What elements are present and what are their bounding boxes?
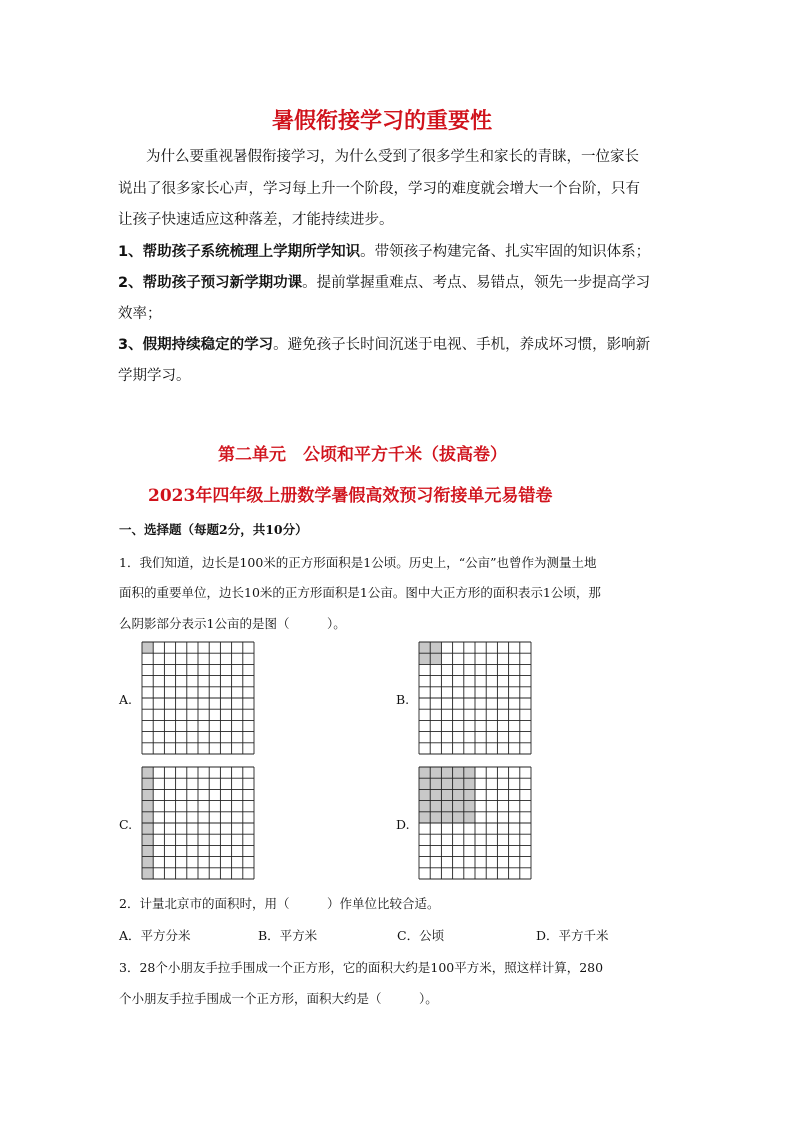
shaded-cell [441,789,452,800]
q3-line-1: 3．28个小朋友手拉手围成一个正方形，它的面积大约是100平方米，照这样计算，280 [119,960,604,975]
shaded-cell [419,812,430,823]
shaded-cell [142,789,153,800]
shaded-cell [441,767,452,778]
shaded-cell [142,767,153,778]
option-a-label: A. [119,692,133,707]
shaded-cell [419,778,430,789]
q2-line: 2．计量北京市的面积时，用（ ）作单位比较合适。 [119,896,440,911]
shaded-cell [464,767,475,778]
point-1-num: 1、 [118,244,143,260]
shaded-cell [419,642,430,653]
point-2 [118,271,650,292]
shaded-cell [430,812,441,823]
shaded-cell [419,653,430,664]
shaded-cell [142,857,153,868]
shaded-cell [430,653,441,664]
shaded-cell [419,767,430,778]
shaded-cell [142,642,153,653]
shaded-cell [453,778,464,789]
shaded-cell [430,778,441,789]
intro-line-3: 让孩子快速适应这种落差，才能持续进步。 [118,212,394,228]
intro-line-2: 说出了很多家长心声，学习每上升一个阶段，学习的难度就会增大一个台阶，只有 [118,181,640,197]
q1-line-3: 么阴影部分表示1公亩的是图（ ）。 [119,616,346,631]
shaded-cell [441,812,452,823]
grid-figure-b [418,641,532,755]
point-1 [118,240,650,261]
shaded-cell [142,801,153,812]
shaded-cell [441,778,452,789]
grid-figure-a [141,641,255,755]
shaded-cell [453,789,464,800]
grid-figure-c [141,766,255,880]
shaded-cell [430,767,441,778]
grid-figure-d [418,766,532,880]
point-1-rest: 。带领孩子构建完备、扎实牢固的知识体系； [360,244,651,260]
q2-option-c: C．公顷 [397,928,445,943]
option-d-label: D. [396,817,410,832]
intro-title: 暑假衔接学习的重要性 [272,109,493,134]
shaded-cell [453,801,464,812]
shaded-cell [142,823,153,834]
shaded-cell [142,778,153,789]
shaded-cell [419,789,430,800]
shaded-cell [142,834,153,845]
shaded-cell [453,767,464,778]
shaded-cell [430,642,441,653]
q2-option-b: B．平方米 [258,928,318,943]
shaded-cell [419,801,430,812]
shaded-cell [142,812,153,823]
option-b-label: B. [396,692,410,707]
shaded-cell [464,789,475,800]
section-heading: 一、选择题（每题2分，共10分） [119,522,308,537]
point-2-cont: 效率； [118,306,162,322]
point-2-bold: 帮助孩子预习新学期功课 [142,275,303,291]
option-c-label: C. [119,817,133,832]
q2-option-a: A．平方分米 [119,928,191,943]
shaded-cell [453,812,464,823]
shaded-cell [142,845,153,856]
point-2-rest: 。提前掌握重难点、考点、易错点，领先一步提高学习 [302,275,651,291]
point-3 [118,333,650,354]
q1-line-2: 面积的重要单位，边长10米的正方形面积是1公亩。图中大正方形的面积表示1公顷，那 [119,585,601,600]
point-2-num: 2、 [118,275,143,291]
shaded-cell [142,868,153,879]
exam-title-2: 2023年四年级上册数学暑假高效预习衔接单元易错卷 [148,486,553,506]
point-3-rest: 。避免孩子长时间沉迷于电视、手机，养成坏习惯，影响新 [273,337,651,353]
point-3-num: 3、 [118,337,143,353]
exam-title-1: 第二单元 公顷和平方千米（拔高卷） [218,445,507,465]
shaded-cell [464,801,475,812]
shaded-cell [430,789,441,800]
shaded-cell [464,812,475,823]
shaded-cell [441,801,452,812]
shaded-cell [464,778,475,789]
point-3-bold: 假期持续稳定的学习 [142,337,274,353]
point-3-cont: 学期学习。 [118,368,191,384]
shaded-cell [430,801,441,812]
point-1-bold: 帮助孩子系统梳理上学期所学知识 [142,244,361,260]
q3-line-2: 个小朋友手拉手围成一个正方形，面积大约是（ ）。 [119,991,438,1006]
intro-line-1: 为什么要重视暑假衔接学习，为什么受到了很多学生和家长的青睐，一位家长 [146,149,639,165]
q2-option-d: D．平方千米 [536,928,609,943]
q1-line-1: 1．我们知道，边长是100米的正方形面积是1公顷。历史上，“公亩”也曾作为测量土地 [119,555,597,570]
